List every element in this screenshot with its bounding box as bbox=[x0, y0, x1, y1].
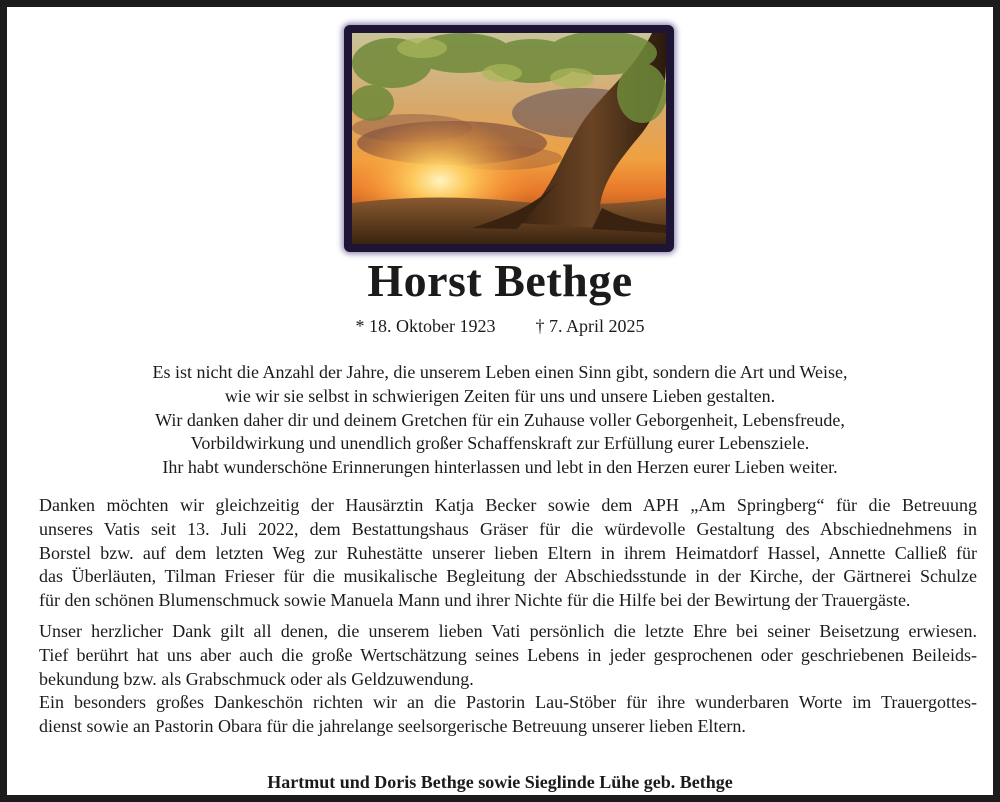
verse-line: Wir danken daher dir und deinem Gretchen für ein Zuhause voller Geborgenheit, Lebensfreude, bbox=[155, 409, 845, 430]
text-line: für den schönen Blumenschmuck sowie Manuela Mann und ihrer Nichte für die Hilfe bei der Bewirtung der Trauergäste. bbox=[39, 590, 911, 611]
signature: Hartmut und Doris Bethge sowie Sieglinde Lühe geb. Bethge bbox=[267, 772, 733, 792]
text-line: dienst sowie an Pastorin Obara für die jahrelange seelsorgerische Betreuung unserer lieben Eltern. bbox=[39, 716, 746, 737]
thanks-paragraph-2 bbox=[39, 620, 977, 739]
birth-date: * 18. Oktober 1923 bbox=[355, 316, 496, 336]
text-line: Unser herzlicher Dank gilt all denen, die unserem lieben Vati persönlich die letzte Ehre bei seiner Beisetzung erwiesen. bbox=[39, 621, 977, 641]
text-line: unseres Vatis seit 13. Juli 2022, dem Bestattungshaus Gräser für die würdevolle Gestaltung des Abschiednehmens in bbox=[39, 518, 977, 539]
memorial-verse bbox=[67, 361, 933, 480]
text-line: Borstel bzw. auf dem letzten Weg zur Ruhestätte unserer lieben Eltern in ihrem Heimatdorf Hassel, Annette Calließ für bbox=[39, 542, 977, 563]
text-line: Danken möchten wir gleichzeitig der Hausärztin Katja Becker sowie dem APH „Am Springberg“ für die Betreuung bbox=[39, 495, 977, 515]
text-line: Ein besonders großes Dankeschön richten wir an die Pastorin Lau-Stöber für ihre wunderbaren Worte im Trauergottes- bbox=[39, 692, 977, 713]
verse-line: wie wir sie selbst in schwierigen Zeiten für uns und unsere Lieben gestalten. bbox=[224, 385, 776, 406]
memorial-photo bbox=[344, 25, 674, 252]
thanks-paragraph-1 bbox=[39, 494, 977, 613]
deceased-name: Horst Bethge bbox=[367, 255, 633, 306]
verse-line: Ihr habt wunderschöne Erinnerungen hinterlassen und lebt in den Herzen eurer Lieben weiter. bbox=[162, 457, 838, 478]
life-dates bbox=[7, 314, 993, 338]
text-line: Tief berührt hat uns aber auch die große Wertschätzung seines Lebens in jeder gesprochenen oder geschriebenen Beileids- bbox=[39, 644, 977, 665]
verse-line: Es ist nicht die Anzahl der Jahre, die unserem Leben einen Sinn gibt, sondern die Art und Weise, bbox=[152, 362, 848, 382]
death-date: † 7. April 2025 bbox=[535, 316, 645, 336]
verse-line: Vorbildwirkung und unendlich großer Schaffenskraft zur Erfüllung eurer Lebensziele. bbox=[190, 433, 810, 454]
text-line: bekundung bzw. als Grabschmuck oder als Geldzuwendung. bbox=[39, 668, 474, 689]
tree-sunset-image bbox=[352, 33, 666, 244]
text-line: das Überläuten, Tilman Frieser für die musikalische Begleitung der Abschiedsstunde in der Kirche, der Gärtnerei Schulze bbox=[39, 566, 977, 587]
